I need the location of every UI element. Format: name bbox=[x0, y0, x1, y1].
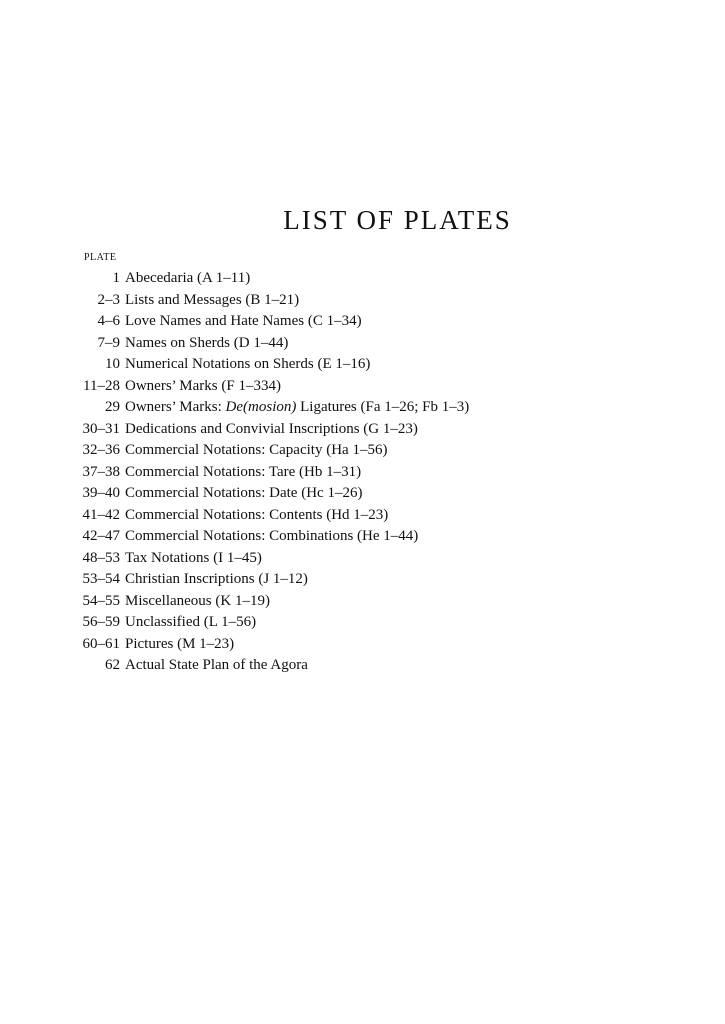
list-item bbox=[70, 311, 469, 333]
plate-number: 41–42 bbox=[82, 506, 120, 523]
list-item bbox=[70, 634, 469, 656]
plate-number: 2–3 bbox=[97, 291, 120, 308]
list-item bbox=[70, 591, 469, 613]
plate-description: Owners’ Marks (F 1–334) bbox=[125, 377, 281, 394]
plate-description: Names on Sherds (D 1–44) bbox=[125, 334, 289, 351]
plate-number: 56–59 bbox=[82, 614, 120, 630]
plate-description-prefix: Owners’ Marks: bbox=[125, 399, 226, 415]
plate-description: Dedications and Convivial Inscriptions (G 1–23) bbox=[125, 420, 418, 437]
plate-number: 10 bbox=[105, 356, 120, 372]
plate-number: 54–55 bbox=[82, 592, 120, 609]
plate-number: 48–53 bbox=[82, 549, 120, 566]
list-item bbox=[70, 354, 469, 376]
plate-description: Abecedaria (A 1–11) bbox=[125, 270, 251, 286]
list-item bbox=[70, 526, 469, 548]
plate-number: 62 bbox=[105, 657, 120, 673]
plate-description: Christian Inscriptions (J 1–12) bbox=[125, 571, 308, 587]
plate-number: 39–40 bbox=[82, 485, 120, 501]
plate-description: Commercial Notations: Date (Hc 1–26) bbox=[125, 485, 363, 501]
plate-number: 29 bbox=[105, 399, 120, 415]
plate-number: 53–54 bbox=[82, 571, 120, 587]
list-item bbox=[70, 483, 469, 505]
list-item bbox=[70, 505, 469, 527]
page-title: LIST OF PLATES bbox=[283, 205, 512, 235]
plate-description bbox=[125, 397, 469, 419]
plate-description: Unclassified (L 1–56) bbox=[125, 614, 257, 630]
list-item bbox=[70, 268, 469, 290]
plate-description-suffix: Ligatures (Fa 1–26; Fb 1–3) bbox=[296, 399, 470, 415]
plate-description: Miscellaneous (K 1–19) bbox=[125, 592, 270, 609]
plate-column-label: PLATE bbox=[84, 252, 117, 263]
plate-number: 32–36 bbox=[82, 442, 120, 458]
list-item bbox=[70, 440, 469, 462]
list-item bbox=[70, 655, 469, 677]
plate-description: Commercial Notations: Contents (Hd 1–23) bbox=[125, 506, 389, 523]
list-item bbox=[70, 397, 469, 419]
plate-number: 60–61 bbox=[82, 635, 120, 652]
list-item bbox=[70, 333, 469, 355]
plate-number: 4–6 bbox=[97, 313, 120, 329]
plate-description: Tax Notations (I 1–45) bbox=[125, 549, 262, 566]
plate-description: Lists and Messages (B 1–21) bbox=[125, 291, 300, 308]
plate-number: 7–9 bbox=[97, 334, 120, 351]
plate-description-italic: De(mosion) bbox=[225, 399, 297, 415]
list-item bbox=[70, 612, 469, 634]
list-item bbox=[70, 290, 469, 312]
plate-number: 30–31 bbox=[82, 420, 120, 437]
plate-description: Actual State Plan of the Agora bbox=[125, 657, 308, 673]
plate-list bbox=[70, 268, 469, 677]
list-item bbox=[70, 376, 469, 398]
list-item bbox=[70, 569, 469, 591]
plate-number: 42–47 bbox=[82, 528, 120, 544]
list-item bbox=[70, 462, 469, 484]
plate-number: 1 bbox=[112, 270, 120, 286]
plate-description: Commercial Notations: Tare (Hb 1–31) bbox=[125, 463, 362, 480]
list-item bbox=[70, 419, 469, 441]
list-item bbox=[70, 548, 469, 570]
plate-description: Commercial Notations: Combinations (He 1–44) bbox=[125, 528, 419, 544]
plate-description: Love Names and Hate Names (C 1–34) bbox=[125, 313, 362, 329]
plate-description: Commercial Notations: Capacity (Ha 1–56) bbox=[125, 442, 388, 458]
plate-number: 37–38 bbox=[82, 463, 120, 480]
plate-description: Pictures (M 1–23) bbox=[125, 635, 235, 652]
plate-number: 11–28 bbox=[83, 377, 120, 394]
plate-description: Numerical Notations on Sherds (E 1–16) bbox=[125, 356, 371, 372]
